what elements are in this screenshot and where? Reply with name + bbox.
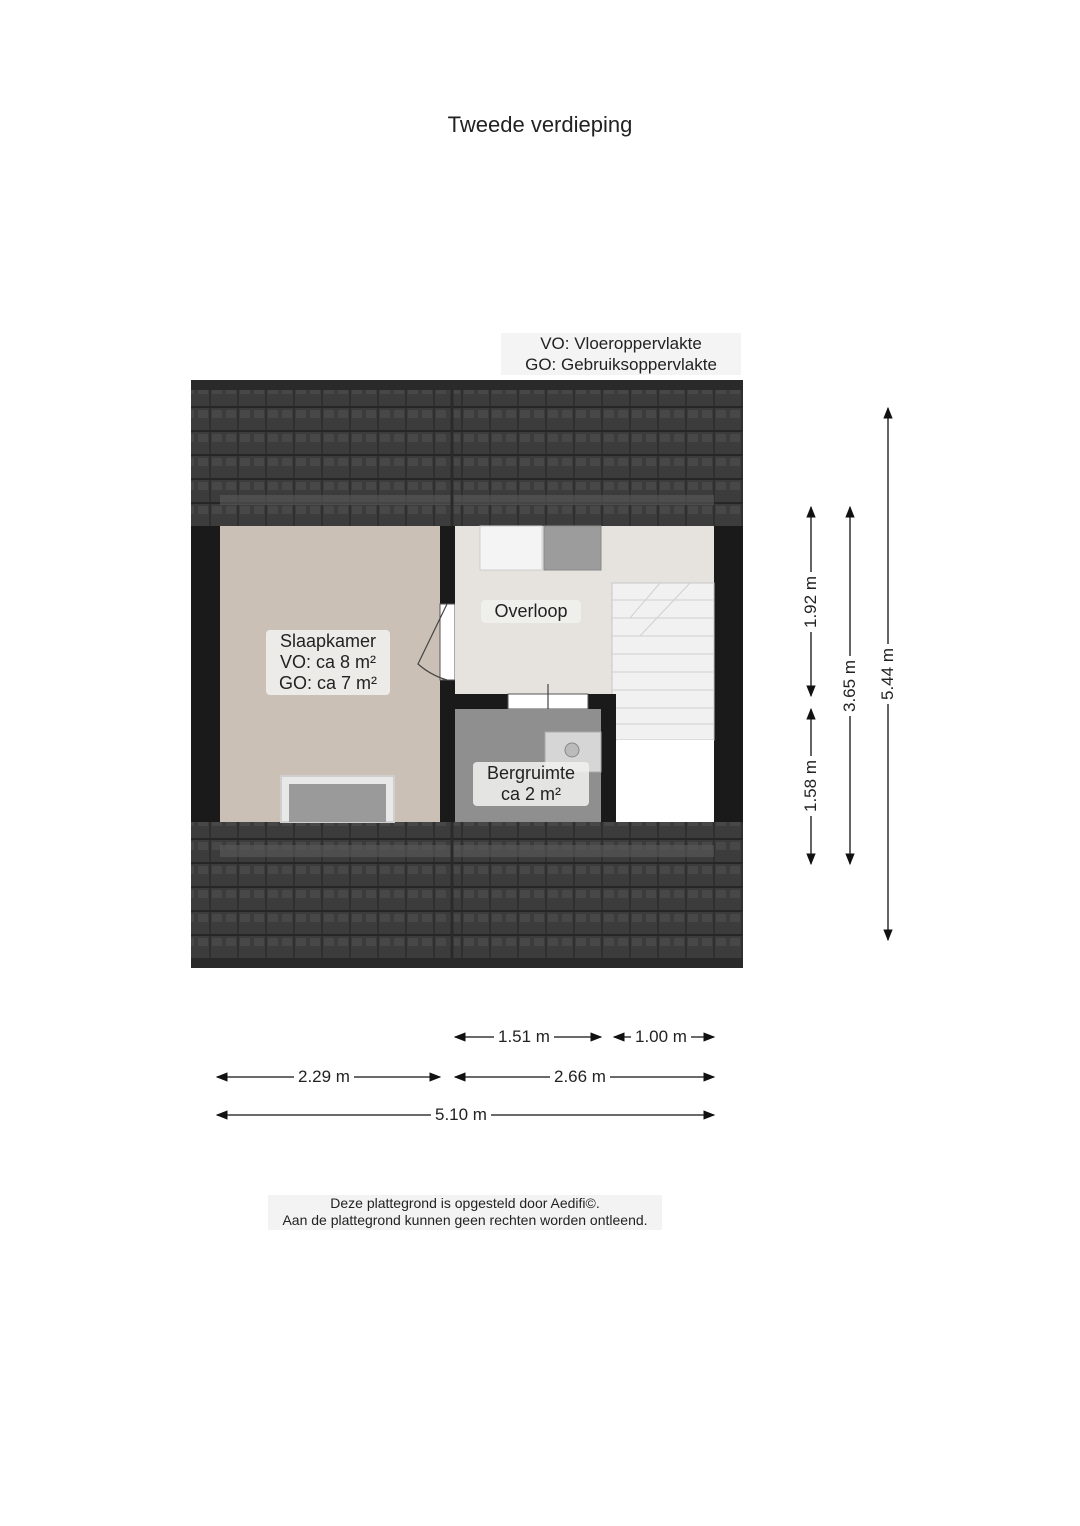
dim-label-151: 1.51 m [494,1027,554,1047]
roof-top-edge [191,380,743,390]
furniture-1 [480,526,542,570]
bergruimte-name: Bergruimte [486,763,576,783]
disclaimer-line2: Aan de plattegrond kunnen geen rechten worden ontleend. [282,1212,648,1228]
overloop-name: Overloop [494,601,568,621]
legend-go: GO: Gebruiksoppervlakte [525,355,717,374]
dim-label-365: 3.65 m [840,656,860,716]
label-overloop [481,600,581,623]
page-title: Tweede verdieping [447,112,633,137]
dim-label-510: 5.10 m [431,1105,491,1125]
wall-stair [601,694,616,822]
wall-right [714,526,743,822]
dim-label-158: 1.58 m [801,756,821,816]
skylight-glass [289,784,386,822]
legend-vo: VO: Vloeroppervlakte [540,334,702,353]
roof-bottom-band [220,845,714,857]
roof-bottom [191,822,743,968]
disclaimer [268,1195,662,1230]
dim-label-544: 5.44 m [878,644,898,704]
roof-top-band [220,495,714,505]
roof-bottom-edge [191,958,743,968]
dim-label-192: 1.92 m [801,572,821,632]
wall-left [191,526,220,822]
door-slaapkamer [440,604,455,680]
label-bergruimte [473,762,589,806]
slaapkamer-go: GO: ca 7 m² [278,673,377,693]
dim-label-100: 1.00 m [631,1027,691,1047]
dim-label-229: 2.29 m [294,1067,354,1087]
furniture-2 [544,526,601,570]
slaapkamer-vo: VO: ca 8 m² [279,652,377,672]
dim-label-266: 2.66 m [550,1067,610,1087]
label-slaapkamer [266,630,390,695]
stair-opening [617,740,714,822]
slaapkamer-name: Slaapkamer [279,631,377,651]
bergruimte-area: ca 2 m² [500,784,561,804]
appliance-knob [565,743,579,757]
staircase [612,583,714,740]
disclaimer-line1: Deze plattegrond is opgesteld door Aedifi©. [330,1195,600,1211]
